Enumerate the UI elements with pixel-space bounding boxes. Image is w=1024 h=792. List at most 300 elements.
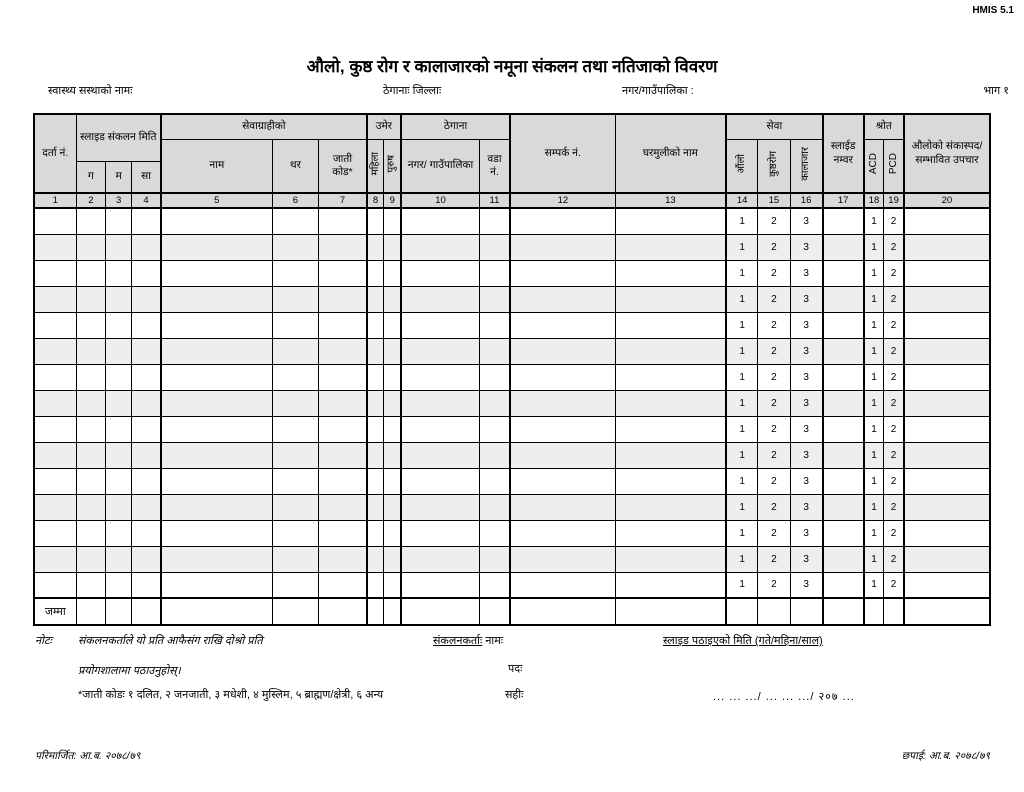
- table-row: [34, 208, 990, 234]
- cell-col-2: [76, 442, 106, 468]
- cell-col-19: 2: [884, 442, 904, 468]
- group-header-address: ठेगाना: [401, 114, 510, 139]
- cell-col-7: [319, 442, 367, 468]
- cell-col-17: [823, 546, 864, 572]
- column-number: 8: [367, 193, 384, 208]
- total-cell-col-7: [319, 598, 367, 625]
- cell-col-10: [401, 546, 479, 572]
- cell-col-9: [384, 494, 401, 520]
- cell-col-20: [904, 286, 990, 312]
- cell-col-11: [479, 572, 510, 598]
- cell-col-14: 1: [726, 260, 758, 286]
- cell-col-2: [76, 260, 106, 286]
- cell-col-7: [319, 546, 367, 572]
- cell-col-18: 1: [864, 312, 884, 338]
- cell-col-10: [401, 468, 479, 494]
- column-number: 1: [34, 193, 76, 208]
- cell-col-12: [510, 338, 615, 364]
- cell-col-6: [272, 260, 319, 286]
- cell-col-10: [401, 234, 479, 260]
- cell-col-10: [401, 312, 479, 338]
- cell-col-18: 1: [864, 442, 884, 468]
- cell-col-1: [34, 390, 76, 416]
- cell-col-1: [34, 520, 76, 546]
- cell-col-6: [272, 338, 319, 364]
- cell-col-18: 1: [864, 260, 884, 286]
- cell-col-8: [367, 312, 384, 338]
- cell-col-12: [510, 494, 615, 520]
- cell-col-19: 2: [884, 364, 904, 390]
- sample-collection-table: [33, 113, 991, 626]
- column-number: 20: [904, 193, 990, 208]
- column-number: 18: [864, 193, 884, 208]
- cell-col-6: [272, 572, 319, 598]
- printed-label: छपाई: आ.ब. २०७८/७९: [901, 750, 990, 762]
- cell-col-16: 3: [790, 494, 823, 520]
- cell-col-4: [131, 520, 161, 546]
- cell-col-1: [34, 416, 76, 442]
- cell-col-6: [272, 390, 319, 416]
- cell-col-20: [904, 494, 990, 520]
- cell-col-4: [131, 572, 161, 598]
- cell-col-10: [401, 442, 479, 468]
- cell-col-16: 3: [790, 260, 823, 286]
- column-number: 17: [823, 193, 864, 208]
- cell-col-16: 3: [790, 546, 823, 572]
- cell-col-16: 3: [790, 572, 823, 598]
- group-header-source: श्रोत: [864, 114, 904, 139]
- cell-col-9: [384, 442, 401, 468]
- cell-col-12: [510, 286, 615, 312]
- cell-col-12: [510, 234, 615, 260]
- cell-col-12: [510, 416, 615, 442]
- cell-col-10: [401, 286, 479, 312]
- cell-col-17: [823, 468, 864, 494]
- cell-col-17: [823, 520, 864, 546]
- col-header-leprosy: कुष्ठरोग: [758, 139, 791, 193]
- cell-col-18: 1: [864, 234, 884, 260]
- cell-col-9: [384, 234, 401, 260]
- cell-col-4: [131, 234, 161, 260]
- cell-col-1: [34, 234, 76, 260]
- collector-name-label: नामः: [485, 635, 504, 647]
- cell-col-16: 3: [790, 312, 823, 338]
- cell-col-4: [131, 338, 161, 364]
- col-header-acd: ACD: [864, 139, 884, 193]
- cell-col-18: 1: [864, 494, 884, 520]
- total-cell-col-5: [161, 598, 272, 625]
- cell-col-7: [319, 260, 367, 286]
- cell-col-11: [479, 546, 510, 572]
- cell-col-18: 1: [864, 416, 884, 442]
- cell-col-8: [367, 546, 384, 572]
- cell-col-20: [904, 364, 990, 390]
- cell-col-4: [131, 364, 161, 390]
- cell-col-8: [367, 286, 384, 312]
- cell-col-17: [823, 234, 864, 260]
- cell-col-9: [384, 208, 401, 234]
- column-number: 2: [76, 193, 106, 208]
- cell-col-19: 2: [884, 416, 904, 442]
- column-number: 14: [726, 193, 758, 208]
- cell-col-18: 1: [864, 390, 884, 416]
- cell-col-3: [106, 260, 132, 286]
- cell-col-2: [76, 234, 106, 260]
- cell-col-14: 1: [726, 442, 758, 468]
- cell-col-11: [479, 234, 510, 260]
- cell-col-1: [34, 468, 76, 494]
- cell-col-3: [106, 520, 132, 546]
- cell-col-14: 1: [726, 520, 758, 546]
- column-number: 16: [790, 193, 823, 208]
- cell-col-16: 3: [790, 364, 823, 390]
- cell-col-20: [904, 442, 990, 468]
- col-header-malaria-suspect: औलोको संकास्पद/ सम्भावित उपचार: [904, 114, 990, 193]
- cell-col-4: [131, 312, 161, 338]
- column-number: 3: [106, 193, 132, 208]
- total-cell-col-4: [131, 598, 161, 625]
- cell-col-18: 1: [864, 468, 884, 494]
- table-row: [34, 546, 990, 572]
- cell-col-7: [319, 416, 367, 442]
- cell-col-14: 1: [726, 572, 758, 598]
- cell-col-14: 1: [726, 312, 758, 338]
- cell-col-2: [76, 390, 106, 416]
- cell-col-16: 3: [790, 416, 823, 442]
- cell-col-1: [34, 286, 76, 312]
- cell-col-2: [76, 546, 106, 572]
- cell-col-13: [615, 338, 726, 364]
- cell-col-2: [76, 520, 106, 546]
- total-label: जम्मा: [34, 598, 76, 625]
- cell-col-17: [823, 312, 864, 338]
- cell-col-6: [272, 416, 319, 442]
- table-row: [34, 338, 990, 364]
- cell-col-3: [106, 468, 132, 494]
- cell-col-5: [161, 338, 272, 364]
- cell-col-19: 2: [884, 468, 904, 494]
- col-header-pcd: PCD: [884, 139, 904, 193]
- total-cell-col-3: [106, 598, 132, 625]
- cell-col-5: [161, 208, 272, 234]
- cell-col-11: [479, 260, 510, 286]
- cell-col-1: [34, 338, 76, 364]
- cell-col-15: 2: [758, 338, 791, 364]
- cell-col-3: [106, 390, 132, 416]
- cell-col-2: [76, 468, 106, 494]
- note-line1: संकलनकर्ताले यो प्रति आफैसंग राखि दोश्रो प्रति: [78, 635, 263, 647]
- cell-col-20: [904, 546, 990, 572]
- cell-col-9: [384, 390, 401, 416]
- cell-col-12: [510, 260, 615, 286]
- cell-col-1: [34, 494, 76, 520]
- table-row: [34, 520, 990, 546]
- slide-sent-date-label: स्लाइड पठाइएको मिति (गते/महिना/साल): [663, 635, 823, 647]
- cell-col-7: [319, 364, 367, 390]
- cell-col-20: [904, 260, 990, 286]
- cell-col-13: [615, 546, 726, 572]
- cell-col-17: [823, 442, 864, 468]
- cell-col-3: [106, 234, 132, 260]
- cell-col-14: 1: [726, 286, 758, 312]
- table-row: [34, 234, 990, 260]
- cell-col-5: [161, 286, 272, 312]
- cell-col-12: [510, 208, 615, 234]
- column-number: 13: [615, 193, 726, 208]
- cell-col-18: 1: [864, 286, 884, 312]
- note-label: नोटः: [35, 635, 52, 647]
- cell-col-11: [479, 494, 510, 520]
- cell-col-8: [367, 494, 384, 520]
- cell-col-18: 1: [864, 546, 884, 572]
- cell-col-12: [510, 468, 615, 494]
- cell-col-8: [367, 572, 384, 598]
- cell-col-1: [34, 546, 76, 572]
- total-cell-col-20: [904, 598, 990, 625]
- cell-col-19: 2: [884, 390, 904, 416]
- cell-col-5: [161, 442, 272, 468]
- cell-col-6: [272, 286, 319, 312]
- cell-col-18: 1: [864, 338, 884, 364]
- cell-col-13: [615, 520, 726, 546]
- cell-col-8: [367, 208, 384, 234]
- cell-col-1: [34, 442, 76, 468]
- cell-col-15: 2: [758, 442, 791, 468]
- col-header-caste-code: जाती कोड*: [319, 139, 367, 193]
- cell-col-19: 2: [884, 234, 904, 260]
- column-number: 19: [884, 193, 904, 208]
- cell-col-14: 1: [726, 208, 758, 234]
- cell-col-13: [615, 390, 726, 416]
- col-header-contact-no: सम्पर्क नं.: [510, 114, 615, 193]
- cell-col-7: [319, 390, 367, 416]
- cell-col-9: [384, 416, 401, 442]
- cell-col-5: [161, 234, 272, 260]
- cell-col-17: [823, 338, 864, 364]
- cell-col-8: [367, 234, 384, 260]
- cell-col-13: [615, 208, 726, 234]
- cell-col-15: 2: [758, 312, 791, 338]
- cell-col-16: 3: [790, 286, 823, 312]
- cell-col-4: [131, 416, 161, 442]
- cell-col-15: 2: [758, 468, 791, 494]
- cell-col-15: 2: [758, 286, 791, 312]
- cell-col-6: [272, 520, 319, 546]
- cell-col-17: [823, 286, 864, 312]
- table-row: [34, 312, 990, 338]
- cell-col-8: [367, 390, 384, 416]
- cell-col-15: 2: [758, 208, 791, 234]
- cell-col-16: 3: [790, 442, 823, 468]
- column-number: 4: [131, 193, 161, 208]
- cell-col-4: [131, 208, 161, 234]
- cell-col-2: [76, 364, 106, 390]
- cell-col-4: [131, 286, 161, 312]
- cell-col-7: [319, 312, 367, 338]
- cell-col-15: 2: [758, 260, 791, 286]
- note-line2: प्रयोगशालामा पठाउनुहोस्।: [78, 665, 181, 677]
- cell-col-14: 1: [726, 468, 758, 494]
- collector-sign-label: सहीः: [505, 689, 524, 701]
- cell-col-7: [319, 234, 367, 260]
- cell-col-9: [384, 260, 401, 286]
- cell-col-7: [319, 468, 367, 494]
- cell-col-6: [272, 364, 319, 390]
- cell-col-4: [131, 468, 161, 494]
- cell-col-8: [367, 442, 384, 468]
- cell-col-11: [479, 442, 510, 468]
- cell-col-16: 3: [790, 390, 823, 416]
- cell-col-17: [823, 572, 864, 598]
- total-cell-col-8: [367, 598, 384, 625]
- col-header-slide-number: स्लाईड नम्वर: [823, 114, 864, 193]
- cell-col-10: [401, 494, 479, 520]
- column-number: 11: [479, 193, 510, 208]
- group-header-service: सेवा: [726, 114, 823, 139]
- cell-col-6: [272, 468, 319, 494]
- collector-label: संकलनकर्ताः: [433, 635, 483, 647]
- cell-col-15: 2: [758, 572, 791, 598]
- cell-col-10: [401, 416, 479, 442]
- cell-col-8: [367, 520, 384, 546]
- cell-col-2: [76, 208, 106, 234]
- column-number: 15: [758, 193, 791, 208]
- cell-col-1: [34, 364, 76, 390]
- column-number-row: [34, 193, 990, 208]
- cell-col-2: [76, 338, 106, 364]
- col-header-year: सा: [131, 161, 161, 193]
- cell-col-10: [401, 364, 479, 390]
- cell-col-2: [76, 572, 106, 598]
- cell-col-6: [272, 442, 319, 468]
- cell-col-19: 2: [884, 520, 904, 546]
- cell-col-19: 2: [884, 494, 904, 520]
- total-cell-col-2: [76, 598, 106, 625]
- table-row: [34, 286, 990, 312]
- cell-col-20: [904, 338, 990, 364]
- total-cell-col-12: [510, 598, 615, 625]
- part-label: भाग १: [983, 85, 1009, 97]
- total-row: [34, 598, 990, 625]
- cell-col-11: [479, 312, 510, 338]
- cell-col-9: [384, 338, 401, 364]
- cell-col-3: [106, 416, 132, 442]
- cell-col-7: [319, 520, 367, 546]
- total-cell-col-9: [384, 598, 401, 625]
- cell-col-6: [272, 234, 319, 260]
- cell-col-16: 3: [790, 520, 823, 546]
- table-row: [34, 390, 990, 416]
- cell-col-5: [161, 546, 272, 572]
- cell-col-9: [384, 520, 401, 546]
- cell-col-2: [76, 286, 106, 312]
- total-cell-col-6: [272, 598, 319, 625]
- cell-col-20: [904, 572, 990, 598]
- cell-col-14: 1: [726, 416, 758, 442]
- col-header-reg-no: दर्ता नं.: [34, 114, 76, 193]
- cell-col-13: [615, 260, 726, 286]
- cell-col-10: [401, 572, 479, 598]
- slide-sent-date-dots: ... ... .../ ... ... .../ २०७ ...: [713, 691, 855, 703]
- cell-col-5: [161, 390, 272, 416]
- page-title: औलो, कुष्ठ रोग र कालाजारको नमूना संकलन तथा नतिजाको विवरण: [306, 57, 718, 76]
- cell-col-17: [823, 416, 864, 442]
- cell-col-3: [106, 494, 132, 520]
- cell-col-4: [131, 546, 161, 572]
- cell-col-13: [615, 416, 726, 442]
- cell-col-5: [161, 468, 272, 494]
- cell-col-5: [161, 416, 272, 442]
- cell-col-7: [319, 286, 367, 312]
- cell-col-12: [510, 572, 615, 598]
- cell-col-8: [367, 338, 384, 364]
- cell-col-18: 1: [864, 520, 884, 546]
- cell-col-9: [384, 572, 401, 598]
- cell-col-1: [34, 312, 76, 338]
- address-district-field: ठेगानाः जिल्लाः: [383, 85, 442, 97]
- total-cell-col-16: [790, 598, 823, 625]
- group-header-client: सेवाग्राहीको: [161, 114, 367, 139]
- cell-col-12: [510, 442, 615, 468]
- municipality-field: नगर/गाउँपालिका :: [622, 85, 694, 97]
- total-cell-col-10: [401, 598, 479, 625]
- table-row: [34, 468, 990, 494]
- cell-col-9: [384, 468, 401, 494]
- cell-col-20: [904, 234, 990, 260]
- column-number: 7: [319, 193, 367, 208]
- cell-col-15: 2: [758, 546, 791, 572]
- col-header-ward-no: वडा नं.: [479, 139, 510, 193]
- cell-col-1: [34, 208, 76, 234]
- cell-col-20: [904, 520, 990, 546]
- cell-col-10: [401, 208, 479, 234]
- cell-col-10: [401, 390, 479, 416]
- cell-col-11: [479, 338, 510, 364]
- cell-col-17: [823, 390, 864, 416]
- cell-col-3: [106, 572, 132, 598]
- cell-col-8: [367, 416, 384, 442]
- table-row: [34, 260, 990, 286]
- cell-col-12: [510, 546, 615, 572]
- col-header-male: पुरुष: [384, 139, 401, 193]
- cell-col-12: [510, 312, 615, 338]
- cell-col-13: [615, 364, 726, 390]
- total-cell-col-17: [823, 598, 864, 625]
- cell-col-10: [401, 260, 479, 286]
- total-cell-col-11: [479, 598, 510, 625]
- col-header-day: ग: [76, 161, 106, 193]
- column-number: 12: [510, 193, 615, 208]
- cell-col-9: [384, 312, 401, 338]
- cell-col-14: 1: [726, 546, 758, 572]
- cell-col-17: [823, 208, 864, 234]
- cell-col-20: [904, 312, 990, 338]
- caste-code-note: *जाती कोडः १ दलित, २ जनजाती, ३ मधेशी, ४ मुस्लिम, ५ ब्राह्मण/क्षेत्री, ६ अन्य: [78, 689, 384, 701]
- cell-col-4: [131, 260, 161, 286]
- cell-col-11: [479, 520, 510, 546]
- cell-col-7: [319, 338, 367, 364]
- column-number: 9: [384, 193, 401, 208]
- cell-col-20: [904, 416, 990, 442]
- cell-col-13: [615, 572, 726, 598]
- revised-label: परिमार्जित: आ.ब. २०७८/७९: [35, 750, 141, 762]
- cell-col-8: [367, 364, 384, 390]
- col-header-malaria: औंलो: [726, 139, 758, 193]
- cell-col-5: [161, 572, 272, 598]
- cell-col-14: 1: [726, 364, 758, 390]
- cell-col-11: [479, 364, 510, 390]
- cell-col-18: 1: [864, 572, 884, 598]
